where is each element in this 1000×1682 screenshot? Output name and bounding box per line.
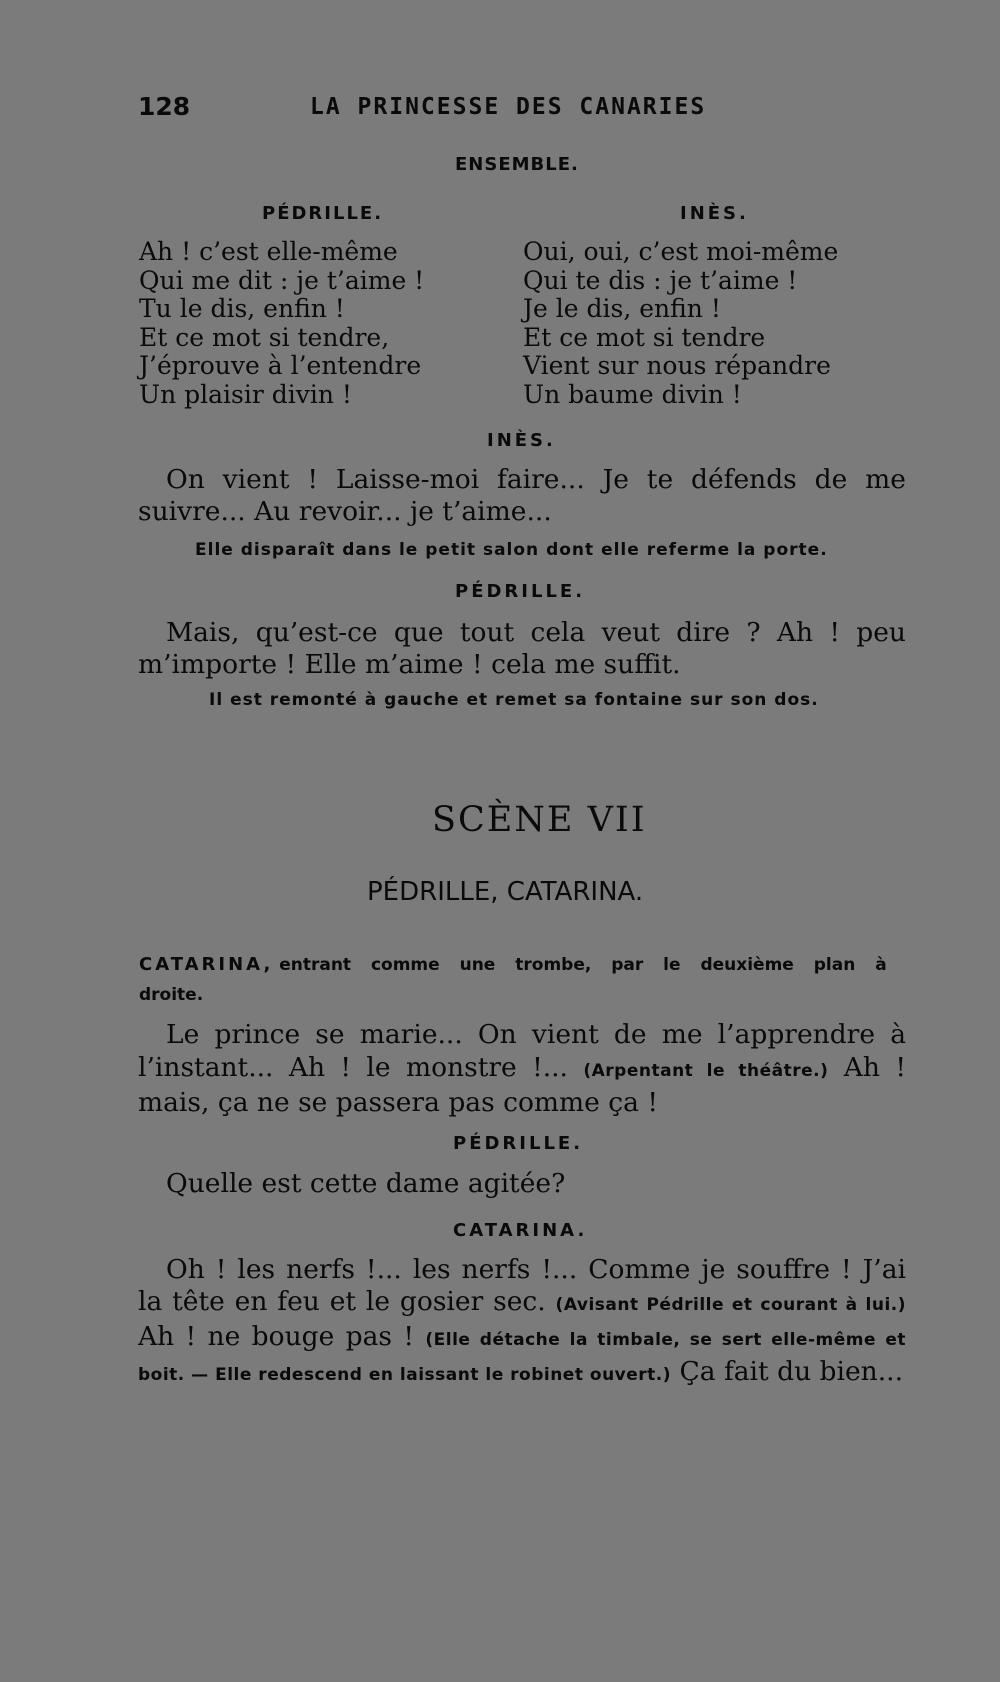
duet-right-verse — [523, 238, 838, 409]
verse-line: Qui me dit : je t’aime ! — [139, 265, 425, 295]
verse-line: Et ce mot si tendre, — [139, 322, 390, 352]
scene-title: SCÈNE VII — [432, 800, 647, 840]
verse-line: Qui te dis : je t’aime ! — [523, 265, 798, 295]
verse-line: Et ce mot si tendre — [523, 322, 766, 352]
verse-line: Je le dis, enfin ! — [523, 294, 721, 323]
catarina-entry-text-2: Ah ! mais, ça ne se passera pas comme ça ! — [138, 1051, 906, 1118]
verse-line: J’éprouve à l’entendre — [139, 351, 422, 380]
catarina-final-direction-2: (Elle détache la timbale, se sert elle-même et boit. — Elle redescend en laissant le robinet ouvert.) — [138, 1330, 906, 1385]
catarina-entry-direction: entrant comme une trombe, par le deuxième plan à droite. — [139, 955, 887, 1005]
verse-line: Ah ! c’est elle-même — [139, 237, 398, 266]
verse-line: Vient sur nous répandre — [523, 351, 831, 380]
catarina-inline-direction: (Arpentant le théâtre.) — [583, 1060, 829, 1081]
running-title: LA PRINCESSE DES CANARIES — [310, 94, 707, 120]
page-number: 128 — [138, 92, 191, 121]
catarina-final-text-1: Oh ! les nerfs !... les nerfs !... Comme je souffre ! J’ai la tête en feu et le gosier sec. — [138, 1254, 906, 1317]
ines-speech-text: On vient ! Laisse-moi faire... Je te défends de me suivre... Au revoir... je t’aime... — [138, 464, 906, 527]
catarina-entry-text — [138, 1019, 906, 1120]
pedrille-stage-direction: Il est remonté à gauche et remet sa fontaine sur son dos. — [209, 690, 819, 710]
pedrille-speech-text: Mais, qu’est-ce que tout cela veut dire ? Ah ! peu m’importe ! Elle m’aime ! cela me suffit. — [138, 617, 906, 680]
catarina-final-text-3: Ça fait du bien... — [679, 1356, 904, 1387]
duet-right-speaker: INÈS. — [680, 203, 749, 224]
catarina-speaker: CATARINA, — [139, 954, 274, 975]
verse-line: Un baume divin ! — [523, 379, 742, 409]
pedrille-question-speaker: PÉDRILLE. — [453, 1133, 584, 1154]
catarina-entry-text-1: Le prince se marie... On vient de me l’apprendre à l’instant... Ah ! le monstre !... — [138, 1019, 906, 1083]
catarina-final-direction-1: (Avisant Pédrille et courant à lui.) — [555, 1295, 906, 1315]
catarina-final-text-2: Ah ! ne bouge pas ! — [138, 1321, 414, 1352]
duet-left-verse — [139, 238, 424, 409]
catarina-entry-line — [139, 950, 909, 1010]
verse-line: Tu le dis, enfin ! — [139, 294, 345, 323]
pedrille-question-text: Quelle est cette dame agitée? — [166, 1168, 566, 1199]
catarina-final-text — [138, 1254, 906, 1391]
ines-stage-direction: Elle disparaît dans le petit salon dont elle referme la porte. — [195, 540, 828, 560]
duet-left-speaker: PÉDRILLE. — [262, 203, 384, 224]
pedrille-speaker: PÉDRILLE. — [455, 581, 586, 602]
ines-speaker: INÈS. — [487, 430, 556, 451]
verse-line: Un plaisir divin ! — [139, 379, 352, 409]
ensemble-heading: ENSEMBLE. — [455, 154, 579, 175]
verse-line: Oui, oui, c’est moi-même — [523, 237, 839, 266]
scene-characters: PÉDRILLE, CATARINA. — [367, 877, 644, 907]
catarina-final-speaker: CATARINA. — [453, 1220, 588, 1241]
